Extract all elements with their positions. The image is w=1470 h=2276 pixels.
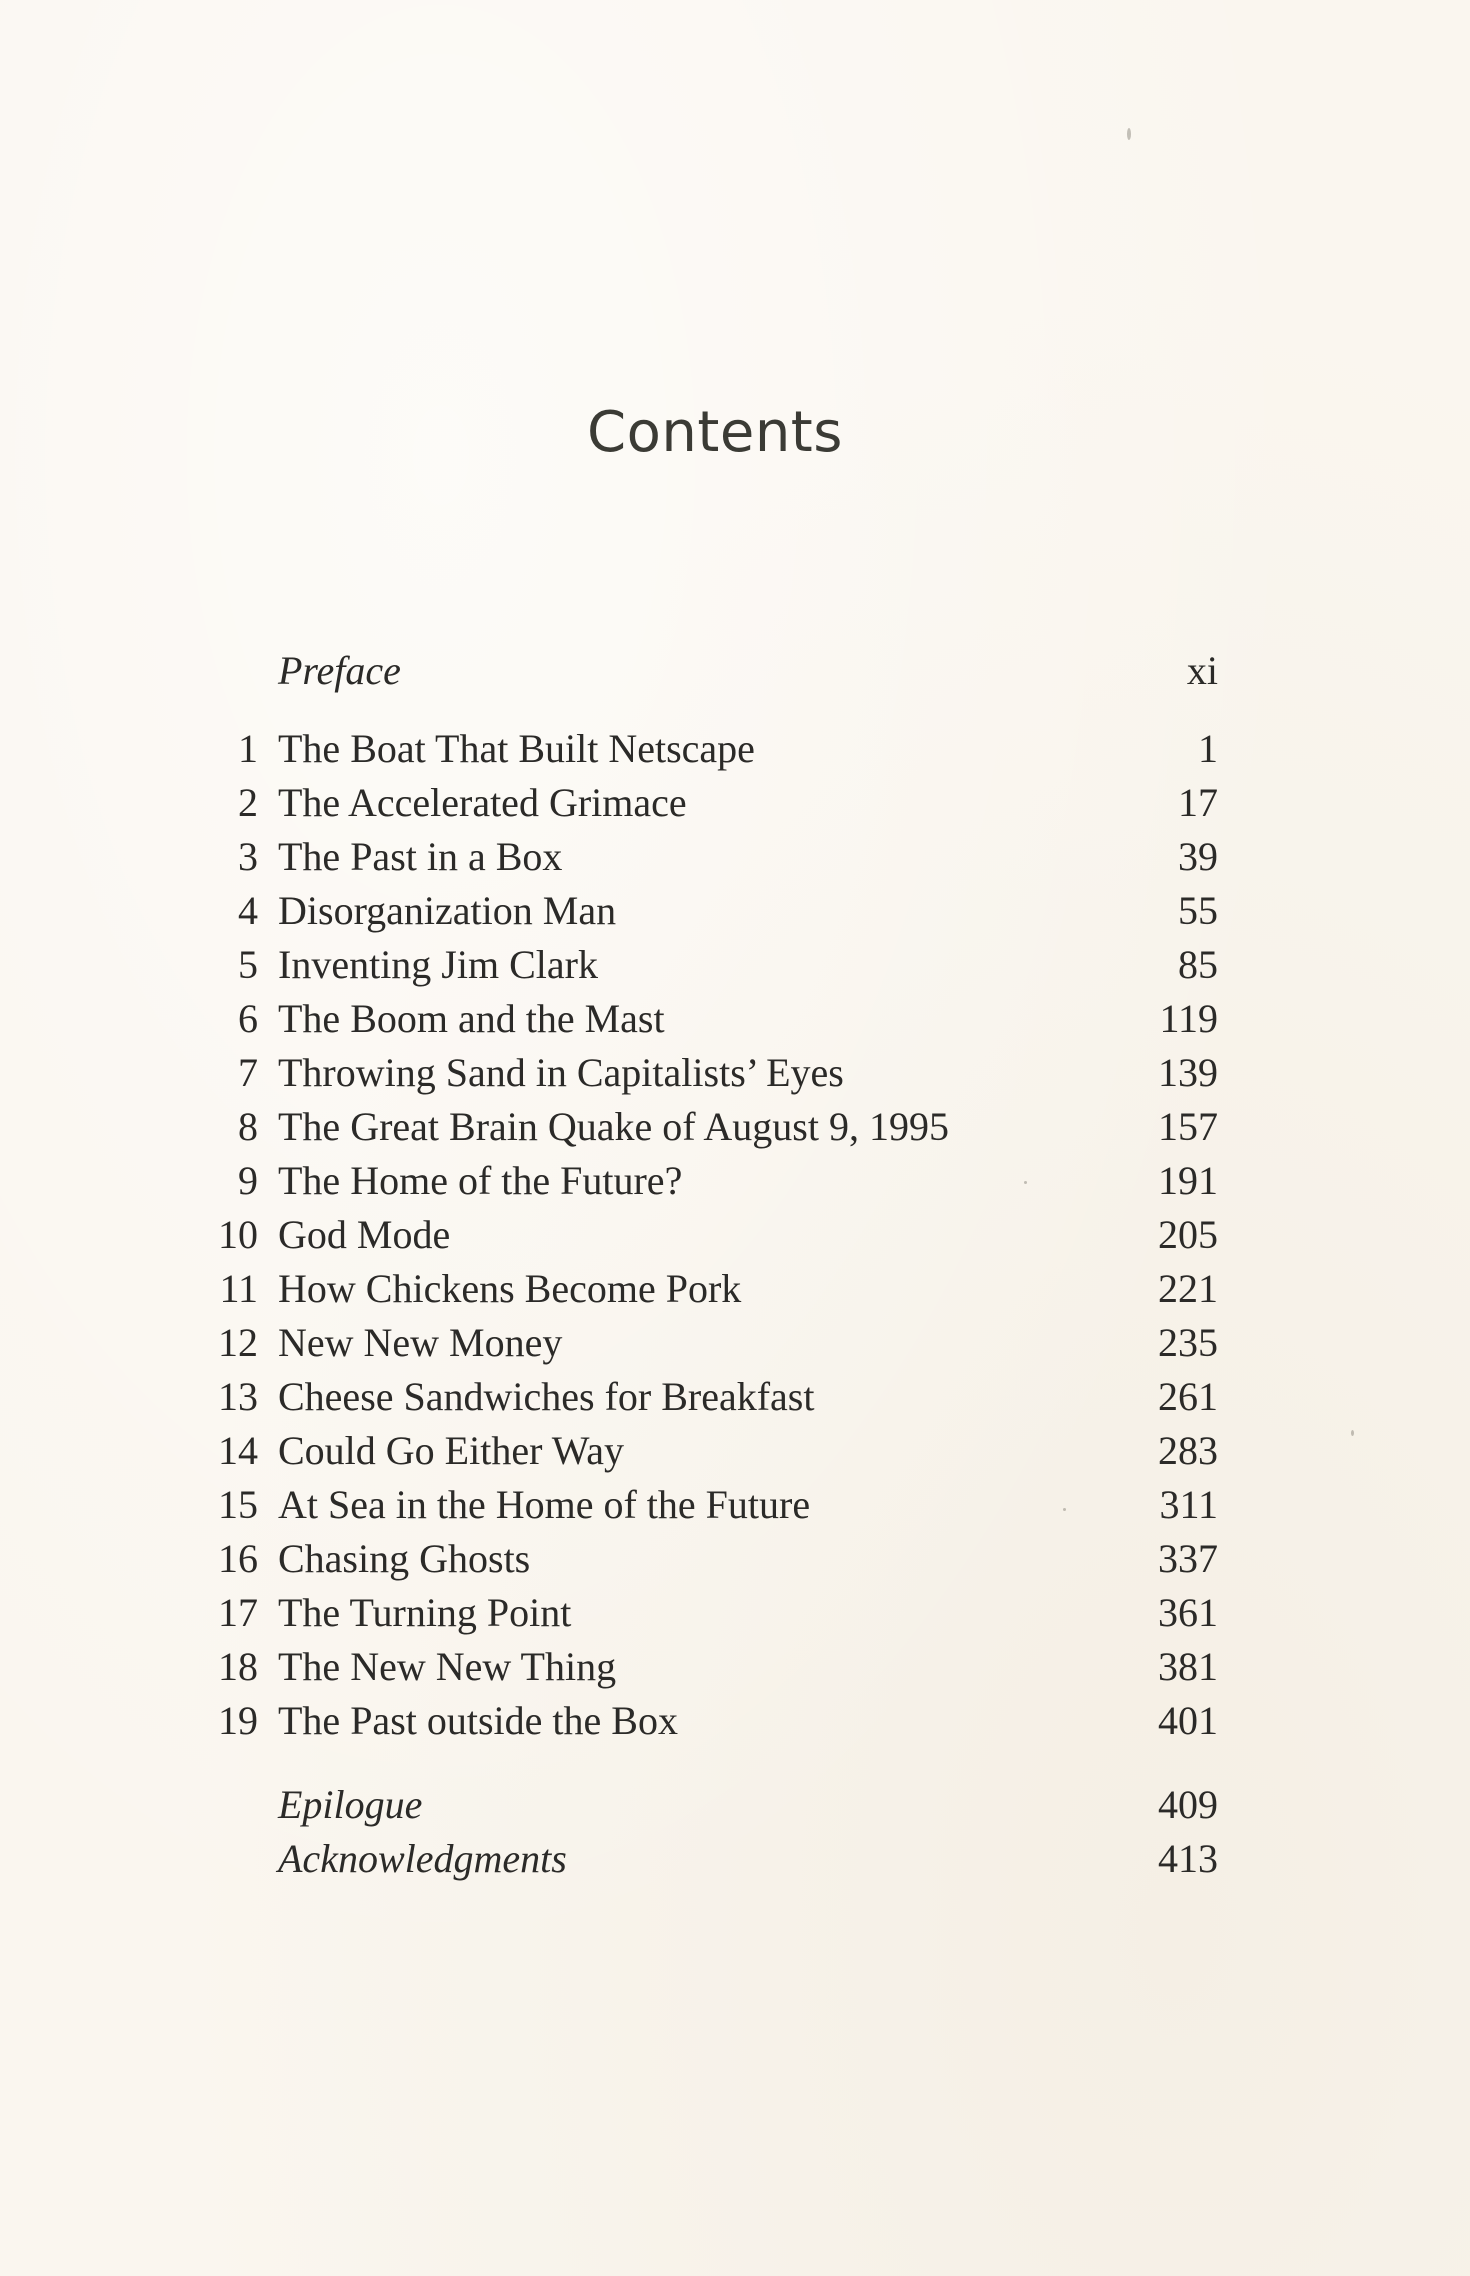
toc-entry-chapter [0,1478,1470,1532]
toc-entry-chapter [0,1046,1470,1100]
toc-entry-acknowledgments [0,1832,1470,1886]
toc-entry-preface [0,644,1470,698]
toc-entry-chapter [0,776,1470,830]
chapter-number: 1 [238,726,258,771]
chapter-number: 13 [218,1374,258,1419]
chapter-title: Chasing Ghosts [278,1536,531,1581]
toc-entry-chapter [0,1262,1470,1316]
chapter-number: 5 [238,942,258,987]
chapter-number: 17 [218,1590,258,1635]
chapter-title: The Turning Point [278,1590,572,1635]
chapter-title: The Home of the Future? [278,1158,683,1203]
chapter-title: How Chickens Become Pork [278,1266,742,1311]
chapter-title: Throwing Sand in Capitalists’ Eyes [278,1050,844,1095]
chapter-number: 6 [238,996,258,1041]
chapter-title: Cheese Sandwiches for Breakfast [278,1374,815,1419]
chapter-title: Disorganization Man [278,888,617,933]
chapter-page: 283 [1158,1428,1218,1473]
toc-entry-page: 409 [1158,1782,1218,1827]
toc-entry-chapter [0,722,1470,776]
chapter-title: The New New Thing [278,1644,617,1689]
toc-entry-chapter [0,1532,1470,1586]
chapter-number: 19 [218,1698,258,1743]
toc-entry-chapter [0,992,1470,1046]
chapter-page: 119 [1159,996,1218,1041]
chapter-number: 16 [218,1536,258,1581]
chapter-page: 361 [1158,1590,1218,1635]
scan-speck [1024,1181,1027,1184]
chapter-page: 17 [1178,780,1218,825]
chapter-page: 205 [1158,1212,1218,1257]
chapter-page: 401 [1158,1698,1218,1743]
chapter-page: 139 [1158,1050,1218,1095]
toc-entry-epilogue [0,1778,1470,1832]
chapter-number: 3 [238,834,258,879]
chapter-page: 235 [1158,1320,1218,1365]
chapter-number: 8 [238,1104,258,1149]
toc-entry-chapter [0,1640,1470,1694]
chapter-title: Inventing Jim Clark [278,942,598,987]
chapter-title: The Boom and the Mast [278,996,665,1041]
chapter-page: 1 [1198,726,1218,771]
chapter-number: 2 [238,780,258,825]
chapter-page: 191 [1158,1158,1218,1203]
chapter-title: Could Go Either Way [278,1428,624,1473]
chapter-number: 15 [218,1482,258,1527]
chapter-number: 12 [218,1320,258,1365]
toc-entry-chapter [0,1154,1470,1208]
toc-entry-page: 413 [1158,1836,1218,1881]
page-title: Contents [587,400,843,465]
toc-entry-chapter [0,1208,1470,1262]
chapter-title: New New Money [278,1320,563,1365]
toc-entry-chapter [0,830,1470,884]
toc-entry-chapter [0,1100,1470,1154]
chapter-number: 4 [238,888,258,933]
toc-entry-chapter [0,884,1470,938]
chapter-page: 337 [1158,1536,1218,1581]
chapter-page: 39 [1178,834,1218,879]
chapter-number: 11 [219,1266,258,1311]
chapter-number: 9 [238,1158,258,1203]
toc-entry-chapter [0,1586,1470,1640]
chapter-title: The Past outside the Box [278,1698,678,1743]
scan-speck [1351,1430,1354,1436]
chapter-title: The Accelerated Grimace [278,780,687,825]
toc-entry-label: Epilogue [278,1782,423,1827]
chapter-title: The Past in a Box [278,834,563,879]
chapter-number: 7 [238,1050,258,1095]
toc-entry-chapter [0,1424,1470,1478]
chapter-page: 311 [1159,1482,1218,1527]
chapter-page: 85 [1178,942,1218,987]
chapter-title: At Sea in the Home of the Future [278,1482,811,1527]
chapter-page: 221 [1158,1266,1218,1311]
chapter-page: 157 [1158,1104,1218,1149]
chapter-title: The Great Brain Quake of August 9, 1995 [278,1104,949,1149]
chapter-page: 55 [1178,888,1218,933]
toc-entry-chapter [0,1316,1470,1370]
toc-entry-page: xi [1186,648,1218,693]
scan-speck [1063,1508,1066,1511]
chapter-page: 261 [1158,1374,1218,1419]
toc-entry-chapter [0,1370,1470,1424]
chapter-page: 381 [1158,1644,1218,1689]
scan-speck [1127,128,1131,140]
chapter-number: 10 [218,1212,258,1257]
toc-entry-chapter [0,1694,1470,1748]
toc-entry-label: Preface [278,648,401,693]
chapter-title: God Mode [278,1212,451,1257]
chapter-title: The Boat That Built Netscape [278,726,755,771]
chapter-number: 18 [218,1644,258,1689]
toc-entry-chapter [0,938,1470,992]
chapter-number: 14 [218,1428,258,1473]
toc-entry-label: Acknowledgments [278,1836,567,1881]
